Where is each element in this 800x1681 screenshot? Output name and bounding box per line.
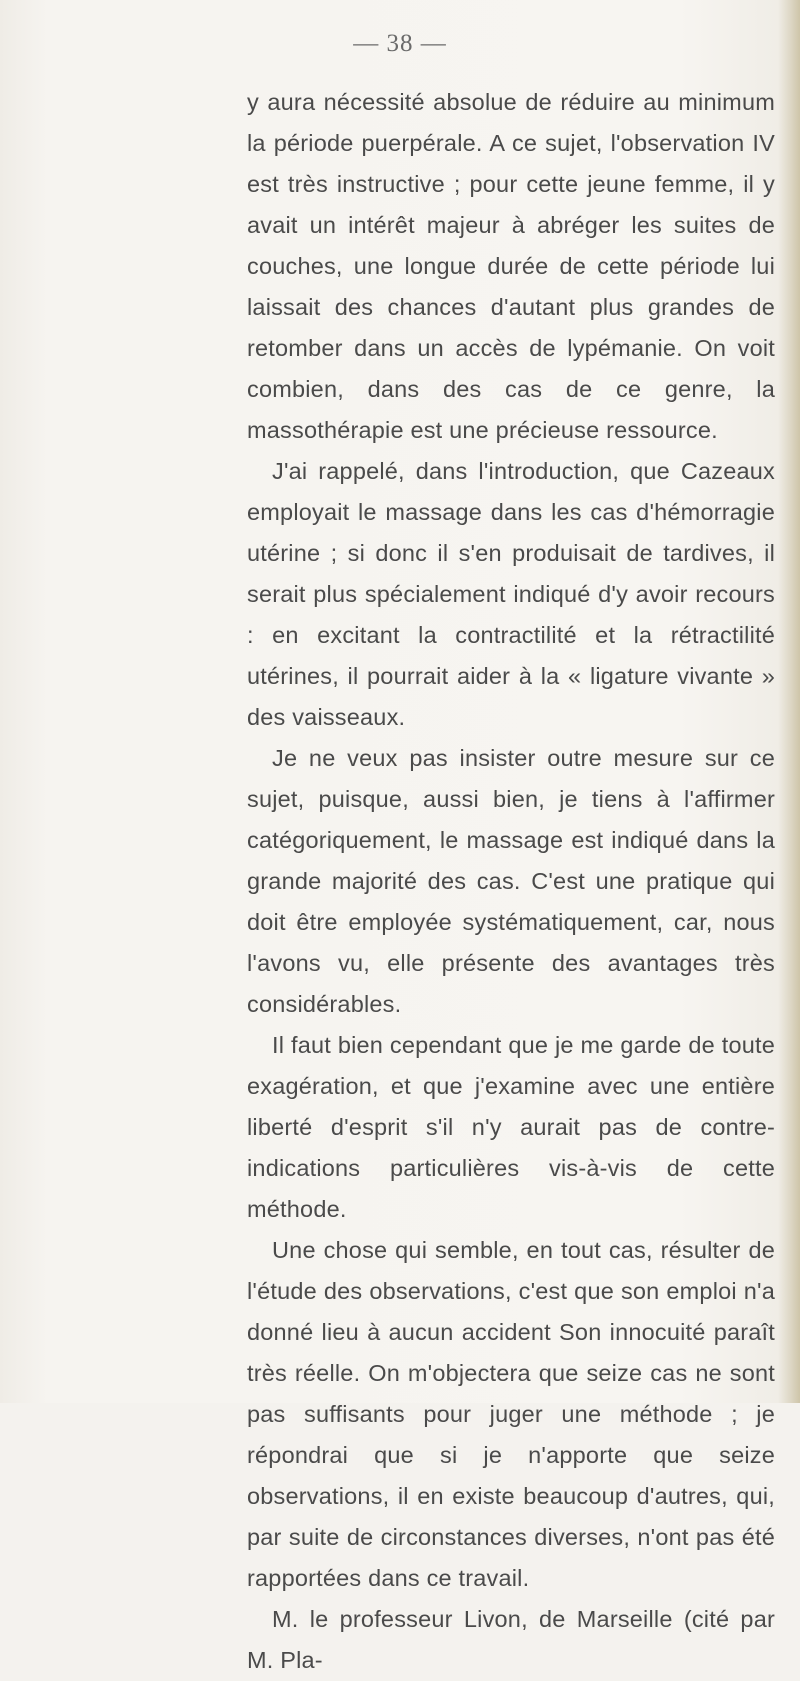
paragraph-3: Je ne veux pas insister outre mesure sur ce sujet, puisque, aussi bien, je tiens à l'affirmer catégoriquement, le massage est indiqué dans la grande majorité des cas. C'est une pratique qui doit être employée systématiquement, car, nous l'avons vu, elle présente des avantages très considérables. bbox=[247, 745, 775, 1017]
page-number: — 38 — bbox=[353, 30, 447, 57]
paragraph-1: y aura nécessité absolue de réduire au minimum la période puerpérale. A ce sujet, l'observation IV est très instructive ; pour cette jeune femme, il y avait un intérêt majeur à abréger les suites de couches, une longue durée de cette période lui laissait des chances d'autant plus grandes de retomber dans un accès de lypémanie. On voit combien, dans des cas de ce genre, la massothérapie est une précieuse ressource. bbox=[247, 89, 775, 443]
paragraph-4: Il faut bien cependant que je me garde de toute exagération, et que j'examine avec une entière liberté d'esprit s'il n'y aurait pas de contre-indications particulières vis-à-vis de cette méthode. bbox=[247, 1032, 775, 1222]
paragraph-5: Une chose qui semble, en tout cas, résulter de l'étude des observations, c'est que son emploi n'a donné lieu à aucun accident Son innocuité paraît très réelle. On m'objectera que seize cas ne sont pas suffisants pour juger une méthode ; je répondrai que si je n'apporte que seize observations, il en existe beaucoup d'autres, qui, par suite de circonstances diverses, n'ont pas été rapportées dans ce travail. bbox=[247, 1237, 775, 1591]
body-text bbox=[247, 82, 775, 1681]
page-edge-shadow bbox=[778, 0, 800, 1403]
paragraph-2: J'ai rappelé, dans l'introduction, que Cazeaux employait le massage dans les cas d'hémorragie utérine ; si donc il s'en produisait de tardives, il serait plus spécialement indiqué d'y avoir recours : en excitant la contractilité et la rétractilité utérines, il pourrait aider à la « ligature vivante » des vaisseaux. bbox=[247, 458, 775, 730]
paragraph-6: M. le professeur Livon, de Marseille (cité par M. Pla- bbox=[247, 1606, 775, 1673]
